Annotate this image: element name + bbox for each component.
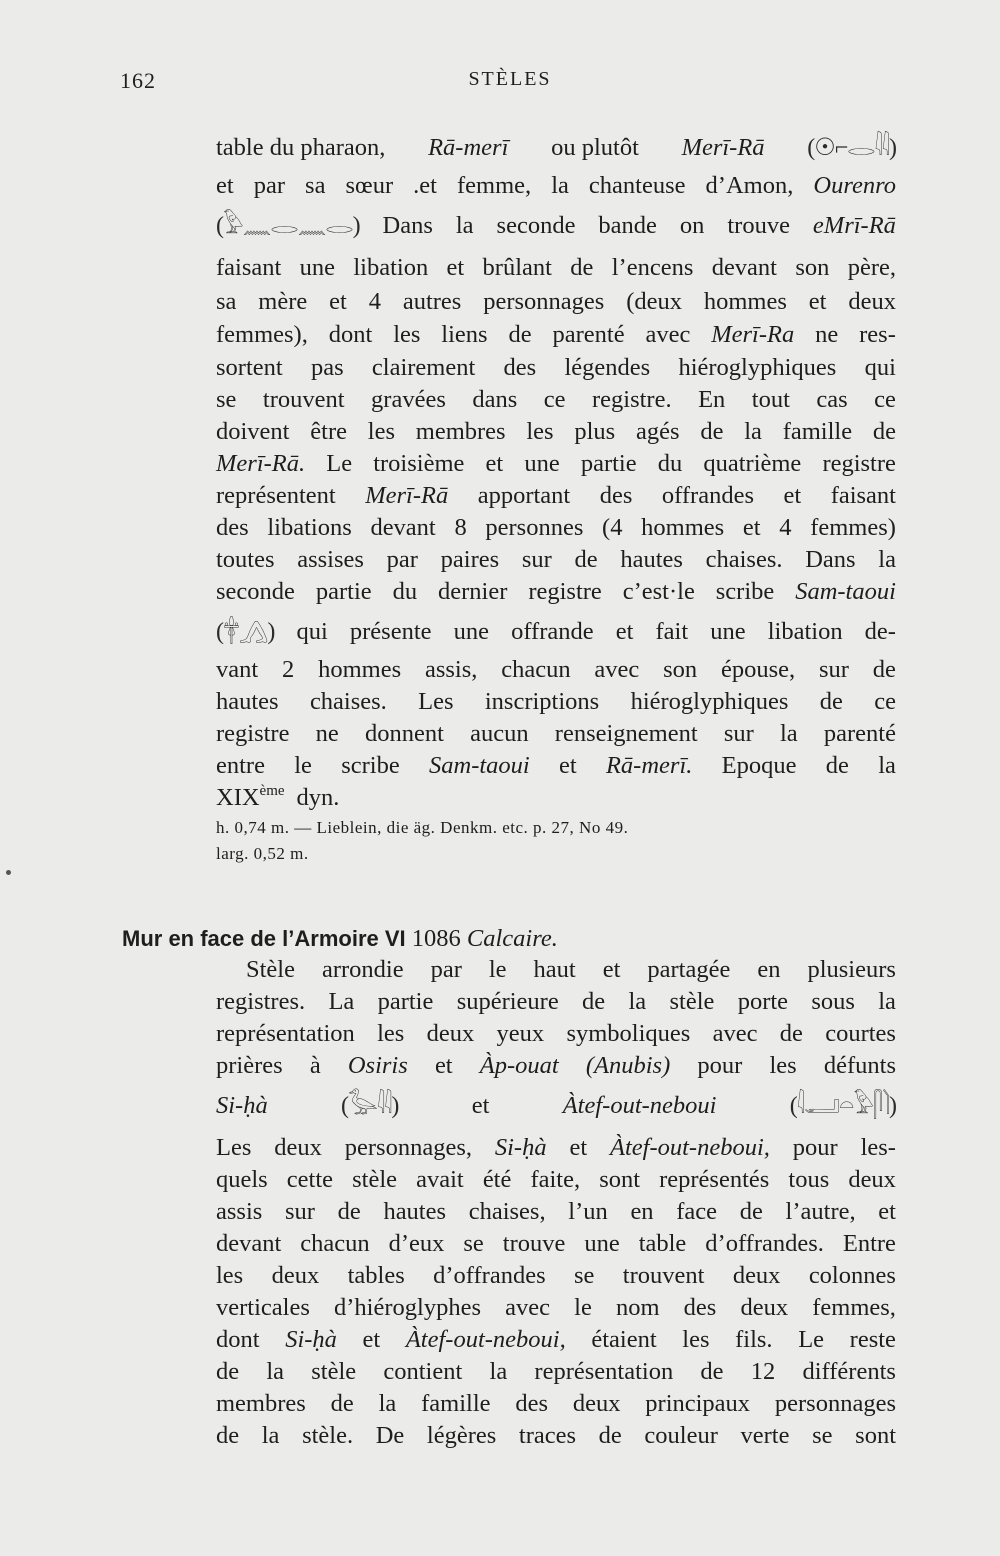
text-line: des libations devant 8 personnes (4 hommes et 4 femmes) xyxy=(216,514,896,541)
text-line: devant chacun d’eux se trouve une table d’offrandes. Entre xyxy=(216,1230,896,1257)
text-line: registres. La partie supérieure de la stèle porte sous la xyxy=(216,988,896,1015)
text-line: femmes), dont les liens de parenté avec Merī-Ra ne res- xyxy=(216,321,896,348)
text-line: toutes assises par paires sur de hautes chaises. Dans la xyxy=(216,546,896,573)
text-line: XIXème dyn. xyxy=(216,783,340,811)
hieroglyph-cartouche-si-ha: (𓅭𓇋𓇋) xyxy=(341,1093,399,1119)
text-line: se trouvent gravées dans ce registre. En tout cas ce xyxy=(216,386,896,413)
text-line: Les deux personnages, Si-ḥà et Àtef-out-neboui, pour les- xyxy=(216,1134,896,1161)
text-line: de la stèle contient la représentation de 12 différents xyxy=(216,1358,896,1385)
hieroglyph-cartouche-atef-out-neboui: (𓇋𓂝𓏏𓅱𓋴𓌙) xyxy=(789,1093,896,1119)
section-location: Mur en face de l’Armoire VI xyxy=(122,926,406,951)
text-line: table du pharaon, Rā-merī ou plutôt Merī-Rā (☉⌐𓂋𓇋𓇋) xyxy=(216,132,896,164)
text-line: quels cette stèle avait été faite, sont représentés tous deux xyxy=(216,1166,896,1193)
text-line: sa mère et 4 autres personnages (deux hommes et deux xyxy=(216,288,896,315)
text-line: représentation les deux yeux symboliques avec de courtes xyxy=(216,1020,896,1047)
text-line: entre le scribe Sam-taoui et Rā-merī. Epoque de la xyxy=(216,752,896,779)
running-head: STÈLES xyxy=(468,68,552,90)
text-line: représentent Merī-Rā apportant des offrandes et faisant xyxy=(216,482,896,509)
hieroglyph-cartouche-meri-ra: (☉⌐𓂋𓇋𓇋) xyxy=(807,135,896,161)
text-line: seconde partie du dernier registre c’est·le scribe Sam-taoui xyxy=(216,578,896,605)
text-line: registre ne donnent aucun renseignement sur la parenté xyxy=(216,720,896,747)
text-line: vant 2 hommes assis, chacun avec son épouse, sur de xyxy=(216,656,896,683)
text-line: faisant une libation et brûlant de l’encens devant son père, xyxy=(216,254,896,281)
note-dimensions-height: h. 0,74 m. — Lieblein, die äg. Denkm. etc. p. 27, No 49. xyxy=(216,818,629,837)
text-line: doivent être les membres les plus agés de la famille de xyxy=(216,418,896,445)
text-line: verticales d’hiéroglyphes avec le nom des deux femmes, xyxy=(216,1294,896,1321)
page-header xyxy=(120,68,900,102)
text-line: prières à Osiris et Àp-ouat (Anubis) pour les défunts xyxy=(216,1052,896,1079)
text-line: Stèle arrondie par le haut et partagée en plusieurs xyxy=(246,956,896,983)
page-number: 162 xyxy=(120,68,156,93)
print-speck xyxy=(6,870,11,875)
hieroglyph-cartouche-ourenro: (𓅱𓈖𓂋𓈖𓂋) xyxy=(216,213,360,239)
section-number: 1086 xyxy=(411,925,461,952)
note-dimensions-width: larg. 0,52 m. xyxy=(216,844,309,863)
text-line: Si-ḥà (𓅭𓇋𓇋) et Àtef-out-neboui (𓇋𓂝𓏏𓅱𓋴𓌙) xyxy=(216,1090,896,1122)
text-line: et par sa sœur .et femme, la chanteuse d’Amon, Ourenro xyxy=(216,172,896,199)
text-line: (𓅱𓈖𓂋𓈖𓂋) Dans la seconde bande on trouve eMrī-Rā xyxy=(216,210,896,242)
text-line: les deux tables d’offrandes se trouvent deux colonnes xyxy=(216,1262,896,1289)
text-line: membres de la famille des deux principaux personnages xyxy=(216,1390,896,1417)
text-line: sortent pas clairement des légendes hiéroglyphiques qui xyxy=(216,354,896,381)
hieroglyph-cartouche-sam-taoui: (𓋁𓂻) xyxy=(216,619,275,645)
section-heading xyxy=(122,922,902,956)
text-line: assis sur de hautes chaises, l’un en face de l’autre, et xyxy=(216,1198,896,1225)
text-line: (𓋁𓂻) qui présente une offrande et fait une libation de- xyxy=(216,616,896,648)
text-line: hautes chaises. Les inscriptions hiéroglyphiques de ce xyxy=(216,688,896,715)
text-line: dont Si-ḥà et Àtef-out-neboui, étaient les fils. Le reste xyxy=(216,1326,896,1353)
text-line: Merī-Rā. Le troisième et une partie du quatrième registre xyxy=(216,450,896,477)
text-line: de la stèle. De légères traces de couleur verte se sont xyxy=(216,1422,896,1449)
section-material: Calcaire. xyxy=(466,925,558,952)
